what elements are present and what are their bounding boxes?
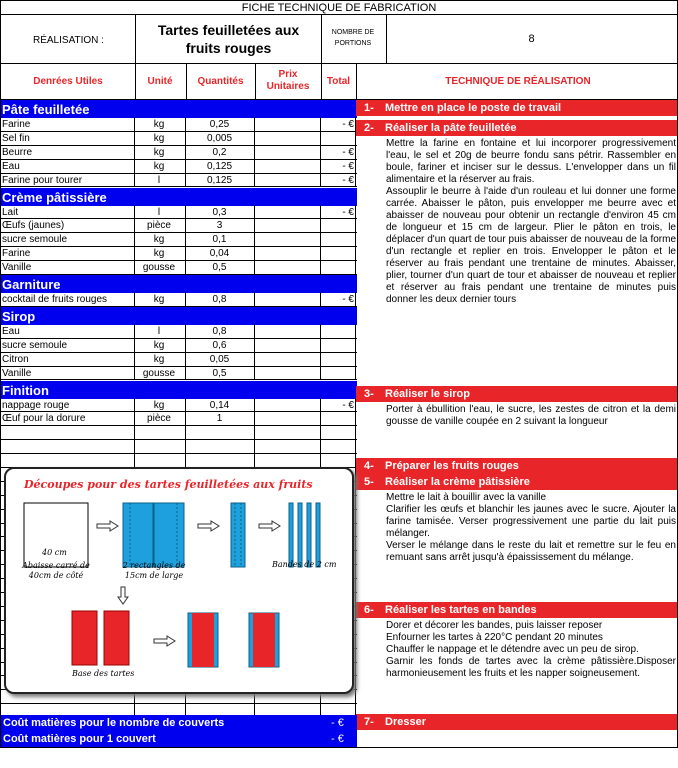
ingredient-qty: 0,1 bbox=[212, 234, 227, 246]
section-title: Finition bbox=[2, 382, 49, 398]
cost-row-one: Coût matières pour 1 couvert bbox=[0, 731, 357, 747]
ingredient-name: cocktail de fruits rouges bbox=[2, 294, 108, 305]
ingredient-name: Vanille bbox=[2, 367, 32, 379]
step-2: 2- Réaliser la pâte feuilletée bbox=[356, 120, 678, 136]
section-header bbox=[0, 381, 357, 399]
ingredient-qty: 0,5 bbox=[212, 367, 227, 379]
ingredient-total: - € bbox=[342, 174, 354, 186]
ingredient-row bbox=[0, 412, 357, 426]
col-denrees: Denrées Utiles bbox=[33, 76, 103, 87]
ingredient-row bbox=[0, 339, 357, 353]
step-5: 5- Réaliser la crème pâtissière bbox=[356, 474, 678, 490]
ingredient-unit: kg bbox=[153, 234, 165, 246]
dim-label: 40 cm bbox=[42, 548, 67, 557]
ingredient-row bbox=[0, 132, 357, 146]
title-bar bbox=[0, 0, 678, 15]
caption-bases: Base des tartes bbox=[72, 669, 135, 678]
ingredient-row bbox=[0, 233, 357, 247]
ingredient-name: nappage rouge bbox=[2, 399, 70, 411]
header-row bbox=[0, 14, 678, 64]
technique-column bbox=[356, 100, 678, 745]
section-header bbox=[0, 275, 357, 293]
section-header bbox=[0, 307, 357, 325]
step-1: 1- Mettre en place le poste de travail bbox=[356, 100, 678, 116]
ingredient-qty: 0,8 bbox=[212, 325, 227, 337]
ingredient-name: Œufs (jaunes) bbox=[2, 220, 65, 232]
col-prix: Prix Unitaires bbox=[266, 69, 310, 92]
ingredient-name: Eau bbox=[2, 325, 20, 337]
col-quantites: Quantités bbox=[197, 76, 244, 87]
empty-row bbox=[0, 426, 357, 440]
ingredient-unit: pièce bbox=[147, 413, 171, 425]
section-header bbox=[0, 188, 357, 206]
ingredient-unit: pièce bbox=[147, 220, 171, 232]
recipe-name: Tartes feuilletées aux fruits rouges bbox=[157, 22, 300, 56]
ingredient-qty: 0,04 bbox=[209, 248, 230, 260]
ingredient-qty: 0,125 bbox=[206, 174, 233, 186]
cost-one-value-cell: - € bbox=[320, 731, 356, 747]
empty-row bbox=[0, 440, 357, 454]
ingredient-row bbox=[0, 206, 357, 220]
ingredient-unit: gousse bbox=[142, 262, 176, 274]
section-title: Sirop bbox=[2, 308, 36, 324]
ingredient-unit: kg bbox=[153, 119, 165, 130]
step-5-text: Mettre le lait à bouillir avec la vanille Clarifier les œufs et blanchir les jaunes avec le sucre. Ajouter la farine tamisée. Verser progressivement une partie du lait puis mélanger. Verser le mélange dans le reste du lait et remettre sur le feu en remuant sans arrêt jusqu'à épaississement du mélange. bbox=[386, 492, 676, 563]
ingredient-unit: l bbox=[157, 174, 161, 186]
ingredient-total: - € bbox=[342, 160, 354, 172]
ingredient-row bbox=[0, 399, 357, 413]
ingredient-name: Farine bbox=[2, 248, 31, 260]
step-6-text: Dorer et décorer les bandes, puis laisser reposer Enfourner les tartes à 220°C pendant 20 minutes Chauffer le nappage et le détendre avec un peu de sirop. Garnir les fonds de tartes avec la crème pâtissière.Disposer harmonieusement les fruits et les napper soigneusement. bbox=[386, 620, 676, 679]
ingredient-qty: 0,5 bbox=[212, 262, 227, 274]
ingredient-unit: kg bbox=[153, 160, 165, 172]
section-header bbox=[0, 100, 357, 118]
ingredient-name: Farine bbox=[2, 119, 31, 130]
ingredient-total: - € bbox=[342, 119, 354, 130]
ingredient-row bbox=[0, 118, 357, 132]
ingredient-unit: kg bbox=[153, 248, 165, 260]
ingredient-name: Eau bbox=[2, 160, 20, 172]
caption-rectangles: 2 rectangles de 15cm de large bbox=[122, 561, 186, 580]
ingredient-qty: 0,005 bbox=[206, 132, 233, 144]
ingredient-total: - € bbox=[342, 399, 354, 411]
step-3: 3- Réaliser le sirop bbox=[356, 386, 678, 402]
ingredient-name: Lait bbox=[2, 206, 19, 218]
ingredient-name: Beurre bbox=[2, 146, 33, 158]
ingredient-row bbox=[0, 247, 357, 261]
ingredient-name: Citron bbox=[2, 353, 29, 365]
section-title: Garniture bbox=[2, 277, 61, 292]
ingredient-unit: kg bbox=[153, 132, 165, 144]
ingredient-qty: 0,6 bbox=[212, 339, 227, 351]
ingredient-name: Œuf pour la dorure bbox=[2, 413, 86, 425]
ingredient-unit: kg bbox=[153, 353, 165, 365]
step-2-text: Mettre la farine en fontaine et lui incorporer progressivement l'eau, le sel et 20g de beurre fondu sans pétrir. Rassembler en boule, fariner et inciser sur le dessus. L'envelopper dans un fil alimentaire et la réserver au frais. Assouplir le beurre à l'aide d'un rouleau et lui donner une forme carrée. Abaisser le pâton, puis envelopper me beurre avec et abaisser de nouveau pour obtenir un rectangle d'environ 45 cm de longueur et 15 cm de largeur. Plier le pâton en trois, le déplacer d'un quart de tour puis abaisser de nouveau de la forme d'un rectangle et replier en trois. Envelopper le pâton et le réserver au frais pendant une trentaine de minutes. Abaisser, plier, tourner d'un quart de tour et abaisser de nouveau et replier et réserver au frais pendant une trentaine de minutes puis donner les deux dernier tours bbox=[386, 138, 676, 305]
ingredient-unit: kg bbox=[153, 399, 165, 411]
ingredient-qty: 0,05 bbox=[209, 353, 230, 365]
ingredient-total: - € bbox=[342, 146, 354, 158]
ingredient-row bbox=[0, 174, 357, 188]
ingredient-row bbox=[0, 146, 357, 160]
ingredient-qty: 0,25 bbox=[209, 119, 230, 130]
ingredient-row bbox=[0, 293, 357, 307]
ingredient-total: - € bbox=[342, 206, 354, 218]
caption-square: Abaisse carré de 40cm de côté bbox=[22, 561, 90, 580]
col-unite: Unité bbox=[147, 76, 173, 87]
ingredient-name: Vanille bbox=[2, 262, 32, 274]
ingredient-qty: 0,2 bbox=[212, 146, 227, 158]
portions-label: NOMBRE DE PORTIONS bbox=[331, 29, 375, 47]
caption-bands: Bandes de 2 cm bbox=[272, 560, 337, 569]
ingredient-name: sucre semoule bbox=[2, 234, 68, 246]
ingredient-unit: kg bbox=[153, 146, 165, 158]
step-3-text: Porter à ébullition l'eau, le sucre, les zestes de citron et la demi gousse de vanille coupée en 2 suivant la longueur bbox=[386, 404, 676, 427]
ingredient-qty: 0,8 bbox=[212, 294, 227, 305]
cost-row-total: Coût matières pour le nombre de couverts - € bbox=[0, 715, 357, 731]
ingredient-unit: l bbox=[157, 325, 161, 337]
ingredient-name: Sel fin bbox=[2, 132, 30, 144]
ingredient-unit: l bbox=[157, 206, 161, 218]
ingredient-qty: 0,3 bbox=[212, 206, 227, 218]
ingredient-unit: gousse bbox=[142, 367, 176, 379]
cutting-diagram bbox=[4, 467, 354, 694]
ingredient-row bbox=[0, 219, 357, 233]
step-6: 6- Réaliser les tartes en bandes bbox=[356, 602, 678, 618]
ingredient-row bbox=[0, 367, 357, 381]
ingredient-name: sucre semoule bbox=[2, 339, 68, 351]
portions-value: 8 bbox=[528, 33, 535, 45]
ingredient-qty: 0,14 bbox=[209, 399, 230, 411]
empty-row bbox=[0, 454, 357, 468]
section-title: Pâte feuilletée bbox=[2, 102, 90, 117]
sheet-title: FICHE TECHNIQUE DE FABRICATION bbox=[241, 2, 437, 14]
ingredient-name: Farine pour tourer bbox=[2, 174, 83, 186]
ingredient-qty: 1 bbox=[216, 413, 223, 425]
ingredient-qty: 3 bbox=[216, 220, 223, 232]
section-title: Crème pâtissière bbox=[2, 189, 107, 205]
ingredient-row bbox=[0, 160, 357, 174]
ingredient-unit: kg bbox=[153, 339, 165, 351]
step-7: 7- Dresser bbox=[356, 714, 678, 730]
diagram-title: Découpes pour des tartes feuilletées aux fruits bbox=[24, 478, 313, 491]
ingredient-unit: kg bbox=[153, 294, 165, 305]
step-4: 4- Préparer les fruits rouges bbox=[356, 458, 678, 474]
ingredient-row bbox=[0, 353, 357, 367]
realisation-label: RÉALISATION : bbox=[33, 35, 104, 46]
ingredient-total: - € bbox=[342, 294, 354, 305]
ingredient-row bbox=[0, 325, 357, 339]
column-headers bbox=[0, 63, 678, 100]
ingredient-qty: 0,125 bbox=[206, 160, 233, 172]
ingredient-row bbox=[0, 261, 357, 275]
col-total: Total bbox=[326, 76, 351, 87]
col-technique: TECHNIQUE DE RÉALISATION bbox=[445, 76, 591, 87]
